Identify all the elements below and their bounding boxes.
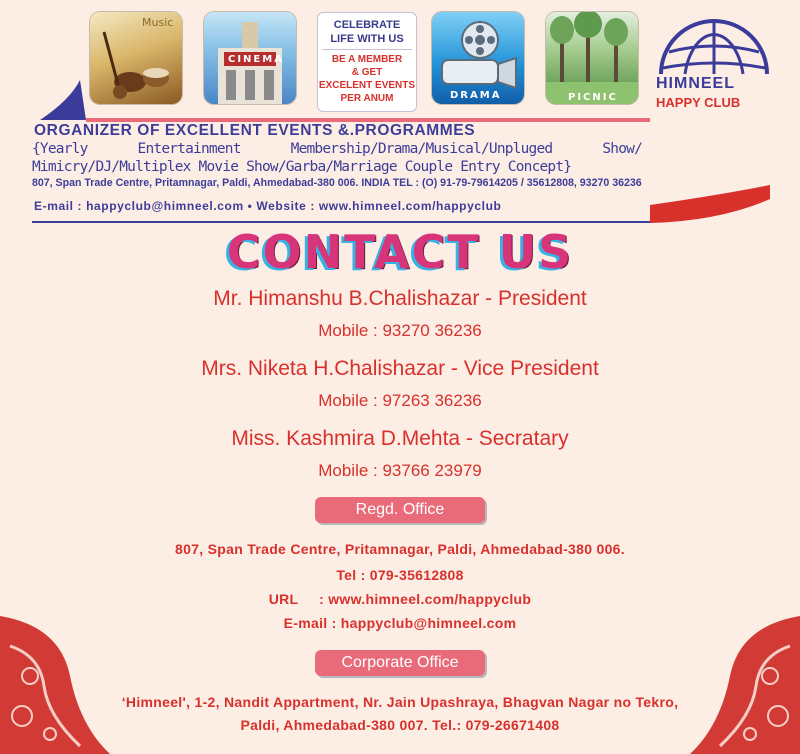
contact-secretary-mobile: Mobile : 93766 23979 <box>318 461 482 480</box>
promo-line-3: BE A MEMBER <box>331 54 403 65</box>
contact-president-name: Mr. Himanshu B.Chalishazar - President <box>213 287 587 310</box>
promo-line-1: CELEBRATE <box>333 19 401 31</box>
music-tile-label: Music <box>142 16 174 29</box>
picnic-tile <box>546 12 638 104</box>
floral-corner-left-decoration <box>0 616 110 754</box>
services-list: {Yearly Entertainment Membership/Drama/Musical/Unpluged Show/ Mimicry/DJ/Multiplex Movie Show/Garba/Marriage Couple Entry Concept} <box>32 141 642 175</box>
logo-title: HIMNEEL <box>656 75 735 92</box>
drama-tile <box>432 12 524 104</box>
logo-subtitle: HAPPY CLUB <box>656 95 741 110</box>
header-address: 807, Span Trade Centre, Pritamnagar, Paldi, Ahmedabad-380 006. INDIA TEL : (O) 91-79-79614205 / 35612808, 93270 36236 <box>32 177 642 189</box>
organizer-heading: ORGANIZER OF EXCELLENT EVENTS &.PROGRAMMES <box>34 122 476 139</box>
promo-line-4: & GET <box>351 67 383 78</box>
corporate-office-badge: Corporate Office <box>315 650 485 676</box>
floral-corner-right-decoration <box>690 616 800 754</box>
contact-secretary-name: Miss. Kashmira D.Mehta - Secratary <box>231 427 569 450</box>
corporate-office-line-1: ‘Himneel', 1-2, Nandit Appartment, Nr. Jain Upashraya, Bhagvan Nagar no Tekro, <box>121 694 679 710</box>
drama-tile-label: DRAMA <box>450 90 502 101</box>
promo-line-5: EXCELENT EVENTS <box>318 80 416 91</box>
promo-line-2: LIFE WITH US <box>330 33 404 45</box>
contact-us-title: CONTACT US <box>226 225 574 279</box>
regd-office-url[interactable]: URL : www.himneel.com/happyclub <box>268 591 532 607</box>
picnic-trees-icon <box>546 12 638 104</box>
promo-line-6: PER ANUM <box>340 93 394 104</box>
contact-vice-president-mobile: Mobile : 97263 36236 <box>318 391 482 410</box>
cinema-tile <box>204 12 296 104</box>
regd-office-email[interactable]: E-mail : happyclub@himneel.com <box>283 615 517 631</box>
corporate-office-line-2: Paldi, Ahmedabad-380 007. Tel.: 079-26671408 <box>240 717 560 733</box>
himneel-globe-logo <box>655 12 773 76</box>
email-website-line: E-mail : happyclub@himneel.com • Website : www.himneel.com/happyclub <box>34 199 502 213</box>
regd-office-tel: Tel : 079-35612808 <box>336 567 464 583</box>
music-tile <box>90 12 182 104</box>
contact-vice-president-name: Mrs. Niketa H.Chalishazar - Vice President <box>201 357 599 380</box>
contact-president-mobile: Mobile : 93270 36236 <box>318 321 482 340</box>
regd-office-address: 807, Span Trade Centre, Pritamnagar, Paldi, Ahmedabad-380 006. <box>175 541 625 557</box>
regd-office-badge: Regd. Office <box>315 497 485 523</box>
picnic-tile-label: PICNIC <box>568 92 618 103</box>
cinema-tile-label: CINEMA <box>228 54 284 65</box>
membership-promo-box <box>317 12 417 112</box>
promo-divider <box>322 49 412 50</box>
